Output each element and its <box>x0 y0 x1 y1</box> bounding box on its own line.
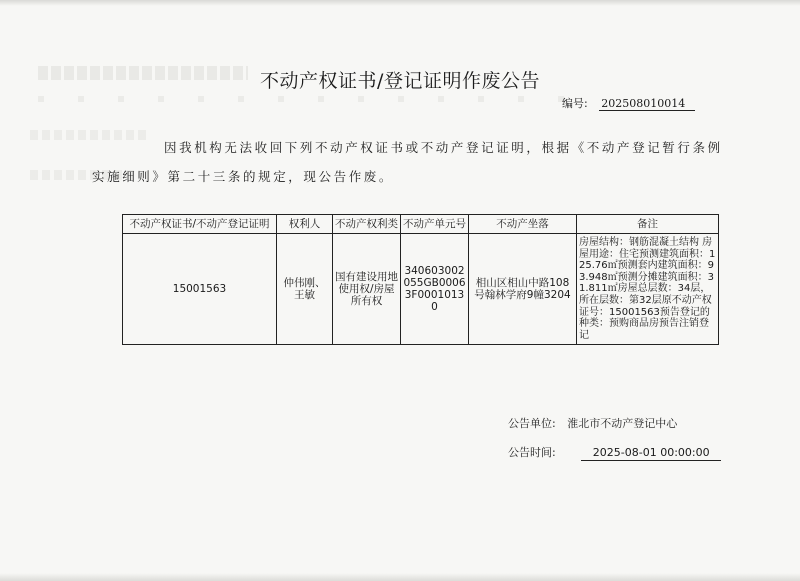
notice-time-label: 公告时间: <box>508 446 556 459</box>
serial-label: 编号: <box>562 97 588 110</box>
column-header-unit-number: 不动产单元号 <box>401 215 469 234</box>
issuing-unit-value: 淮北市不动产登记中心 <box>567 417 678 430</box>
voided-certificates-table <box>122 214 719 345</box>
scan-border-top <box>0 0 800 6</box>
serial-number-block <box>562 95 695 111</box>
notice-body <box>92 133 728 191</box>
notice-time-value: 2025-08-01 00:00:00 <box>581 446 721 461</box>
remark-cell: 房屋结构：钢筋混凝土结构 房屋用途：住宅预测建筑面积：125.76㎡预测套内建筑面积：93.948㎡预测分摊建筑面积：31.811㎡房屋总层数：34层，所在层数：第32层原不动产权证号：15001563预告登记的种类：预购商品房预告注销登记 <box>577 234 719 345</box>
column-header-right-type: 不动产权利类 <box>333 215 401 234</box>
location-cell: 相山区相山中路108号翰林学府9幢3204 <box>469 234 577 345</box>
issuing-unit-label: 公告单位: <box>508 417 556 430</box>
issuing-unit <box>508 415 677 431</box>
column-header-location: 不动产坐落 <box>469 215 577 234</box>
bleed-through-text <box>38 96 598 102</box>
table-header-row <box>123 215 719 234</box>
certificate-number-cell: 15001563 <box>123 234 277 345</box>
body-line-2: 实施细则》第二十三条的规定，现公告作废。 <box>92 169 395 184</box>
unit-number-cell: 340603002055GB00063F00010130 <box>401 234 469 345</box>
right-type-cell: 国有建设用地使用权/房屋所有权 <box>333 234 401 345</box>
holder-cell: 仲伟刚、王敏 <box>277 234 333 345</box>
scan-border-bottom <box>0 573 800 581</box>
notice-time <box>508 444 721 461</box>
body-line-1: 因我机构无法收回下列不动产权证书或不动产登记证明，根据《不动产登记暂行条例 <box>164 140 723 155</box>
column-header-holder: 权利人 <box>277 215 333 234</box>
column-header-remark: 备注 <box>577 215 719 234</box>
notice-title: 不动产权证书/登记证明作废公告 <box>260 70 540 92</box>
serial-number: 202508010014 <box>599 97 695 111</box>
column-header-certificate: 不动产权证书/不动产登记证明 <box>123 215 277 234</box>
table-row <box>123 234 719 345</box>
